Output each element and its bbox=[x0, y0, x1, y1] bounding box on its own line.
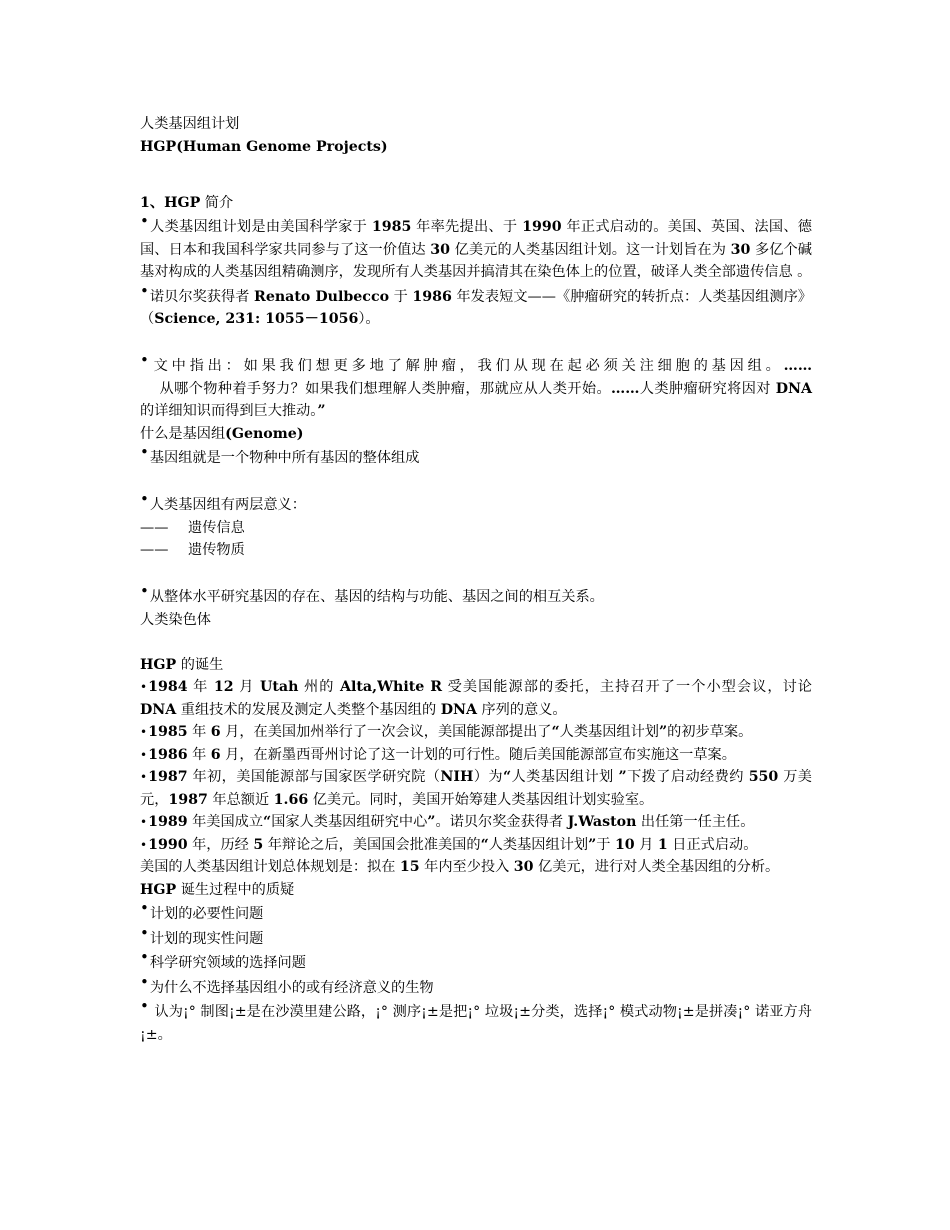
bullet-icon: • bbox=[140, 680, 148, 694]
study-scope: •从整体水平研究基因的存在、基因的结构与功能、基因之间的相互关系。 bbox=[140, 582, 604, 605]
bullet-icon: • bbox=[140, 490, 149, 508]
birth-item-1990: •1990 年，历经 5 年辩论之后，美国国会批准美国的“人类基因组计划”于 10 月 1 日正式启动。 bbox=[140, 834, 812, 857]
birth-plan: 美国的人类基因组计划总体规划是：拟在 15 年内至少投入 30 亿美元，进行对人类全基因组的分析。 bbox=[140, 859, 780, 875]
doubt-item: •科学研究领域的选择问题 bbox=[140, 948, 306, 971]
birth-item-1989: •1989 年美国成立“国家人类基因组研究中心”。诺贝尔奖金获得者 J.Waston 出任第一任主任。 bbox=[140, 811, 812, 834]
birth-item-1987: •1987 年初，美国能源部与国家医学研究院（NIH）为“人类基因组计划 ”下拨了启动经费约 550 万美元，1987 年总额近 1.66 亿美元。同时，美国开始筹建人类基因组计划实验室。 bbox=[140, 766, 812, 811]
section-heading-intro: 1、HGP 简介 bbox=[140, 194, 234, 211]
bullet-icon: • bbox=[140, 923, 149, 942]
birth-item-1984: •1984 年 12 月 Utah 州的 Alta,White R 受美国能源部的委托，主持召开了一个小型会议，讨论 DNA 重组技术的发展及测定人类整个基因组的 DNA 序列的意义。 bbox=[140, 676, 812, 721]
genome-definition: •基因组就是一个物种中所有基因的整体组成 bbox=[140, 443, 420, 466]
doubt-item: •为什么不选择基因组小的或有经济意义的生物 bbox=[140, 972, 434, 996]
bullet-icon: • bbox=[140, 443, 149, 461]
meaning-item: —— 遗传物质 bbox=[140, 542, 245, 558]
doc-subtitle: HGP(Human Genome Projects) bbox=[140, 138, 388, 155]
genome-heading: 什么是基因组(Genome) bbox=[140, 425, 304, 442]
doc-title: 人类基因组计划 bbox=[140, 116, 240, 132]
birth-heading: HGP 的诞生 bbox=[140, 656, 224, 673]
quote-paragraph: •文中指出：如果我们想更多地了解肿瘤，我们从现在起必须关注细胞的基因组。…… 从哪个物种着手努力？如果我们想理解人类肿瘤，那就应从人类开始。……人类肿瘤研究将因对 DNA 的详细知识而得到巨大推动。” bbox=[140, 351, 813, 419]
bullet-icon: • bbox=[140, 212, 149, 230]
two-meanings: •人类基因组有两层意义： bbox=[140, 490, 306, 513]
intro-paragraph: •人类基因组计划是由美国科学家于 1985 年率先提出、于 1990 年正式启动的。美国、英国、法国、德国、日本和我国科学家共同参与了这一价值达 30 亿美元的人类基因组计划。这一计划旨在为 30 多亿个碱基对构成的人类基因组精确测序，发现所有人类基因并搞清其在染色体上的位置，破译人类全部遗传信息 。 bbox=[140, 212, 812, 280]
bullet-icon: • bbox=[140, 747, 148, 762]
document-page bbox=[140, 113, 812, 1046]
bullet-icon: • bbox=[140, 582, 149, 600]
birth-item-1985: •1985 年 6 月，在美国加州举行了一次会议，美国能源部提出了“人类基因组计划”的初步草案。 bbox=[140, 721, 812, 744]
dulbecco-paragraph: •诺贝尔奖获得者 Renato Dulbecco 于 1986 年发表短文——《肿瘤研究的转折点：人类基因组测序》（Science, 231: 1055－1056）。 bbox=[140, 281, 812, 327]
bullet-icon: • bbox=[140, 948, 149, 966]
bullet-icon: • bbox=[140, 281, 149, 300]
birth-item-1986: •1986 年 6 月，在新墨西哥州讨论了这一计划的可行性。随后美国能源部宣布实施这一草案。 bbox=[140, 744, 812, 767]
doubt-item: •计划的必要性问题 bbox=[140, 899, 264, 922]
bullet-icon: • bbox=[140, 837, 148, 852]
bullet-icon: • bbox=[140, 997, 149, 1015]
meaning-item: —— 遗传信息 bbox=[140, 519, 245, 536]
doubt-item: •计划的现实性问题 bbox=[140, 923, 264, 947]
bullet-icon: • bbox=[140, 351, 149, 369]
bullet-icon: • bbox=[140, 815, 148, 829]
bullet-icon: • bbox=[140, 725, 148, 739]
bullet-icon: • bbox=[140, 770, 148, 784]
chromosome-heading: 人类染色体 bbox=[140, 611, 211, 628]
doubt-last-item: • 认为¡° 制图¡±是在沙漠里建公路，¡° 测序¡±是把¡° 垃圾¡±分类，选择¡° 模式动物¡±是拼凑¡° 诺亚方舟¡±。 bbox=[140, 997, 812, 1043]
bullet-icon: • bbox=[140, 972, 149, 991]
doubt-heading: HGP 诞生过程中的质疑 bbox=[140, 881, 295, 898]
bullet-icon: • bbox=[140, 899, 149, 917]
